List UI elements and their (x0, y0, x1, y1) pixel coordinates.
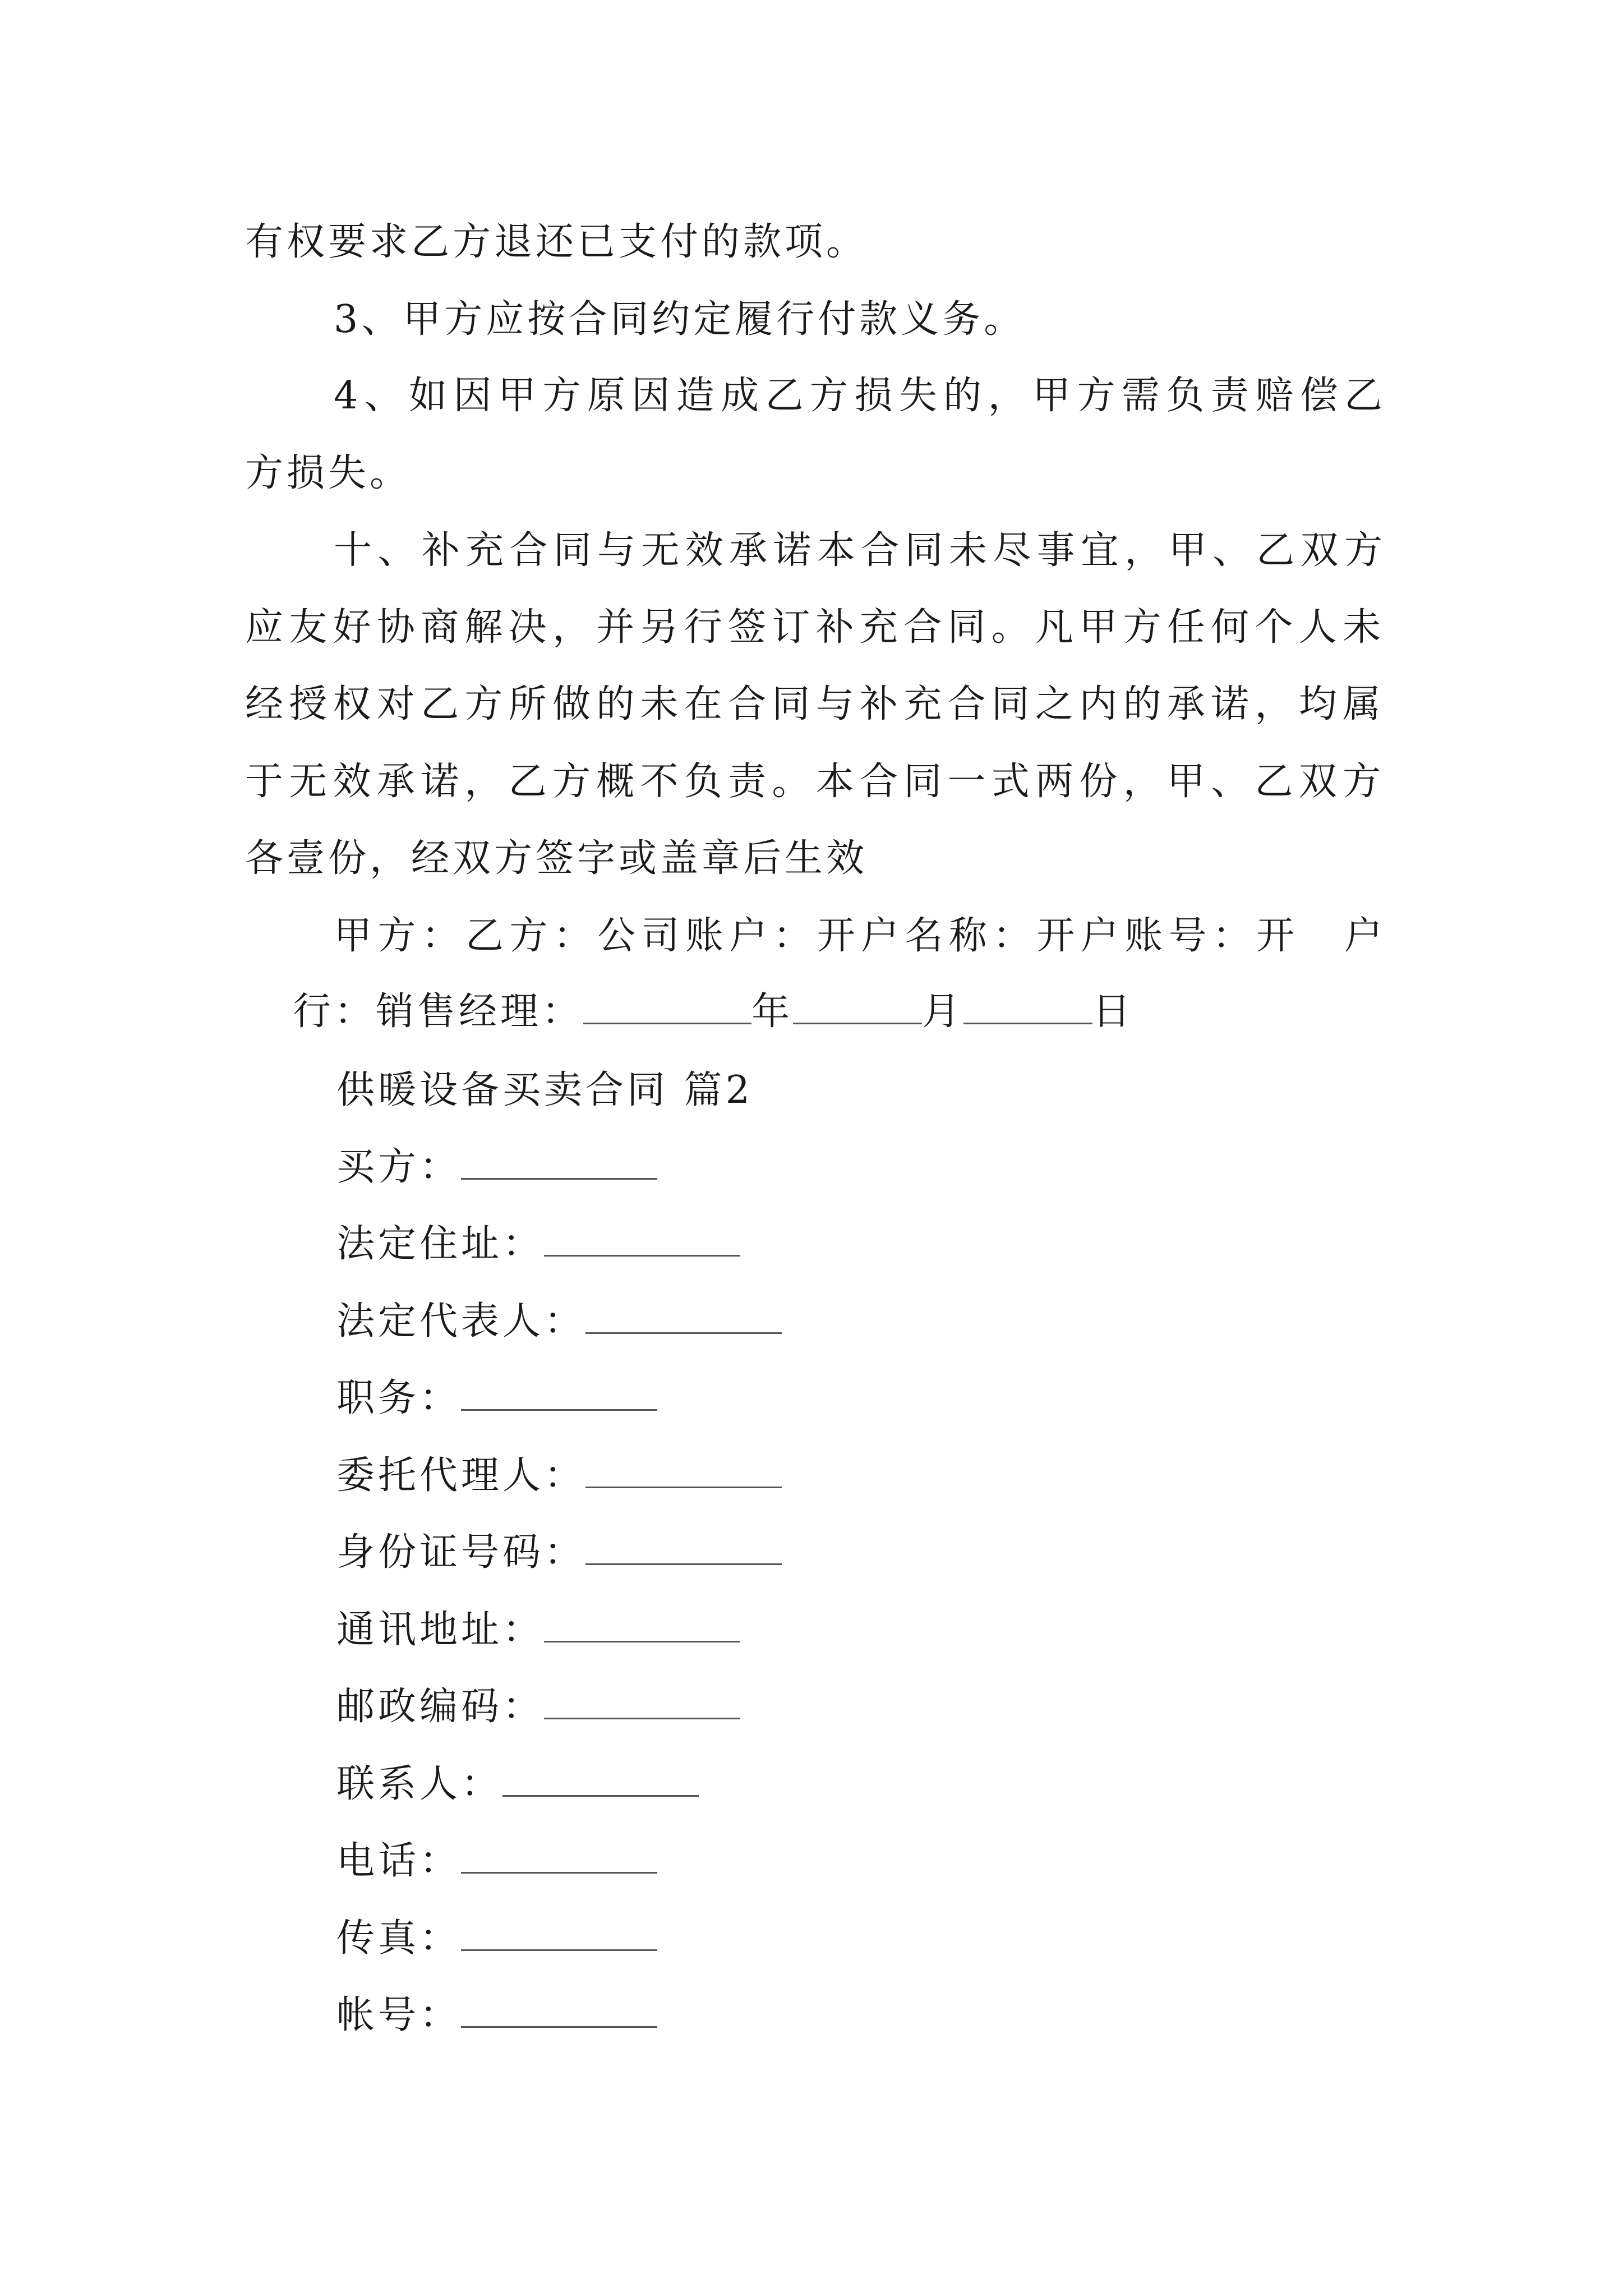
blank-underline (585, 1457, 782, 1488)
blank-underline (544, 1612, 740, 1642)
field-label: 法定代表人： (336, 1299, 586, 1343)
field-label: 传真： (336, 1916, 462, 1961)
paragraph-line: 4、如因甲方原因造成乙方损失的，甲方需负责赔偿乙 (334, 374, 1382, 418)
paragraph-line: 经授权对乙方所做的未在合同与补充合同之内的承诺，均属 (245, 682, 1381, 726)
signature-line: 甲方：乙方：公司账户：开户名称：开户账号：开 户 (334, 914, 1382, 958)
paragraph-line: 有权要求乙方退还已支付的款项。 (245, 220, 868, 264)
blank-underline (461, 1843, 657, 1874)
date-line-prefix: 行：销售经理： (293, 990, 584, 1034)
field-label: 法定住址： (336, 1222, 545, 1266)
paragraph-line: 方损失。 (245, 451, 412, 495)
blank-underline (461, 1380, 657, 1411)
blank-underline (544, 1688, 740, 1719)
field-label: 邮政编码： (336, 1685, 545, 1729)
form-field (336, 1453, 782, 1498)
paragraph-line: 3、甲方应按合同约定履行付款义务。 (334, 297, 1026, 342)
field-label: 买方： (336, 1145, 462, 1189)
paragraph-line: 十、补充合同与无效承诺本合同未尽事宜，甲、乙双方 (334, 528, 1382, 573)
field-label: 委托代理人： (336, 1453, 586, 1498)
form-field (336, 1530, 782, 1575)
year-label: 年 (751, 990, 794, 1034)
field-label: 职务： (336, 1376, 462, 1420)
form-field (336, 1222, 740, 1266)
paragraph-line: 应友好协商解决，并另行签订补充合同。凡甲方任何个人未 (245, 605, 1381, 650)
form-field (336, 1145, 657, 1189)
blank-underline (585, 1303, 782, 1334)
form-field (336, 1839, 657, 1883)
date-line (293, 990, 1135, 1034)
section-title: 供暖设备买卖合同 篇2 (336, 1068, 753, 1112)
blank-underline (963, 993, 1092, 1024)
blank-underline (583, 993, 751, 1024)
form-field (336, 1762, 699, 1806)
field-label: 通讯地址： (336, 1608, 545, 1652)
paragraph-line: 各壹份，经双方签字或盖章后生效 (245, 836, 868, 881)
day-label: 日 (1092, 990, 1135, 1034)
paragraph-line: 于无效承诺，乙方概不负责。本合同一式两份，甲、乙双方 (245, 760, 1381, 804)
form-field (336, 1299, 782, 1343)
form-field (336, 1685, 740, 1729)
form-field (336, 1608, 740, 1652)
field-label: 联系人： (336, 1762, 503, 1806)
form-field (336, 1993, 657, 2037)
blank-underline (461, 1997, 657, 2028)
field-label: 身份证号码： (336, 1530, 586, 1575)
blank-underline (585, 1534, 782, 1565)
month-label: 月 (922, 990, 964, 1034)
blank-underline (461, 1149, 657, 1180)
field-label: 帐号： (336, 1993, 462, 2037)
blank-underline (544, 1226, 740, 1257)
blank-underline (502, 1766, 699, 1797)
field-label: 电话： (336, 1839, 462, 1883)
form-field (336, 1916, 657, 1961)
blank-underline (461, 1920, 657, 1951)
form-field (336, 1376, 657, 1420)
blank-underline (793, 993, 922, 1024)
